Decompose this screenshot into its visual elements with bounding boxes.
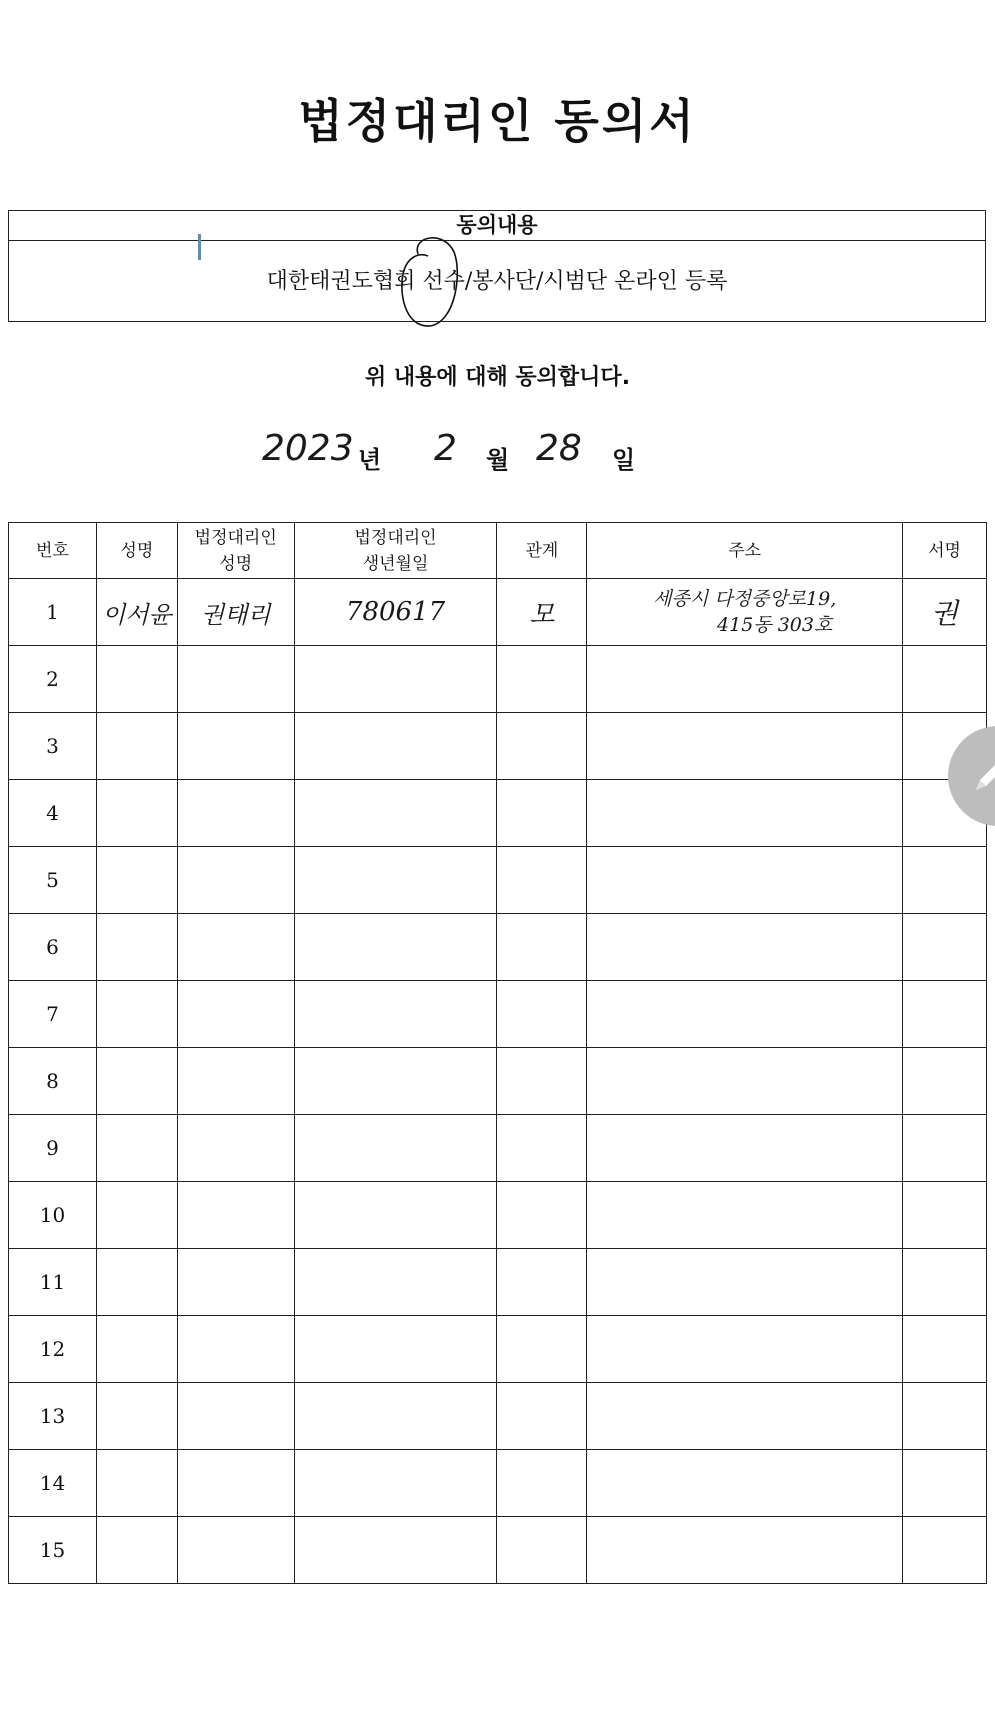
row-guardian-birth [294,981,497,1048]
row-no: 7 [9,981,97,1048]
row-guardian-birth [294,713,497,780]
row-name [96,1450,177,1517]
table-row [9,1048,987,1115]
row-guardian-name [177,914,294,981]
row-guardian-birth [294,1048,497,1115]
row-no: 14 [9,1450,97,1517]
row-relation [497,914,587,981]
row-address [587,1450,903,1517]
table-row [9,847,987,914]
table-row [9,1450,987,1517]
row-address [587,981,903,1048]
row-guardian-birth [294,847,497,914]
row-no: 15 [9,1517,97,1584]
row-no: 4 [9,780,97,847]
row-no: 10 [9,1182,97,1249]
row-address [587,1383,903,1450]
row-relation [497,1249,587,1316]
row-no: 8 [9,1048,97,1115]
row-signature [903,1115,987,1182]
row-relation [497,1182,587,1249]
row-guardian-birth [294,1517,497,1584]
consent-header: 동의내용 [9,211,985,241]
row-name [96,981,177,1048]
row-address [587,1316,903,1383]
row-guardian-name [177,1383,294,1450]
row-guardian-name [177,1182,294,1249]
row-guardian-birth [294,914,497,981]
agree-statement: 위 내용에 대해 동의합니다. [364,365,631,390]
consent-option-player: 선수 [422,269,465,294]
row-signature [903,1517,987,1584]
row-relation [497,780,587,847]
row-relation [497,1048,587,1115]
row-signature [903,1182,987,1249]
table-row [9,914,987,981]
row-guardian-name [177,780,294,847]
row-no: 6 [9,914,97,981]
row-signature [903,1450,987,1517]
row-signature [903,646,987,713]
row-name [96,1048,177,1115]
date-day-unit: 일 [612,446,636,474]
row-guardian-birth [294,1249,497,1316]
row-guardian-name [177,1450,294,1517]
row-name [96,1182,177,1249]
page-title: 법정대리인 동의서 [298,94,697,148]
row-relation [497,981,587,1048]
row-name [96,1249,177,1316]
row-address [587,713,903,780]
table-row [9,1115,987,1182]
header-guardian-birth: 법정대리인 생년월일 [294,523,497,579]
consent-options-rest: /봉사단/시범단 온라인 등록 [464,269,728,294]
row-address [587,1115,903,1182]
row-no: 2 [9,646,97,713]
table-header-row [9,523,987,579]
row-address [587,1517,903,1584]
table-row [9,981,987,1048]
row-name [96,1383,177,1450]
header-address: 주소 [587,523,903,579]
row-address [587,1182,903,1249]
row-guardian-name [177,1115,294,1182]
row-guardian-name: 권태리 [177,579,294,646]
row-address [587,780,903,847]
row-relation [497,1316,587,1383]
row-relation [497,1517,587,1584]
row-no: 3 [9,713,97,780]
row-guardian-name [177,1316,294,1383]
row-address: 세종시 다정중앙로19, 415동 303호 [587,579,903,646]
row-address [587,1048,903,1115]
row-signature [903,981,987,1048]
pen-icon [970,756,995,796]
row-name [96,780,177,847]
row-guardian-birth: 780617 [294,579,497,646]
text-cursor [198,234,201,260]
row-relation [497,847,587,914]
table-row [9,1383,987,1450]
row-guardian-birth [294,780,497,847]
row-no: 12 [9,1316,97,1383]
row-guardian-birth [294,1115,497,1182]
table-row [9,1316,987,1383]
table-row [9,646,987,713]
row-signature [903,1383,987,1450]
row-no: 1 [9,579,97,646]
row-guardian-name [177,847,294,914]
table-row [9,1249,987,1316]
hand-drawn-circle [0,0,995,400]
header-signature: 서명 [903,523,987,579]
row-signature [903,914,987,981]
row-address [587,847,903,914]
row-guardian-name [177,713,294,780]
row-no: 11 [9,1249,97,1316]
row-guardian-name [177,1249,294,1316]
row-name [96,1115,177,1182]
table-row [9,713,987,780]
header-no: 번호 [9,523,97,579]
header-guardian-name: 법정대리인 성명 [177,523,294,579]
table-row [9,1182,987,1249]
row-guardian-birth [294,1182,497,1249]
header-relation: 관계 [497,523,587,579]
table-row [9,579,987,646]
row-no: 5 [9,847,97,914]
row-address [587,914,903,981]
row-relation: 모 [497,579,587,646]
date-month: 2 [434,428,457,469]
row-name [96,847,177,914]
row-signature [903,1316,987,1383]
row-signature [903,847,987,914]
row-signature [903,1048,987,1115]
date-day: 28 [536,428,582,469]
row-address [587,1249,903,1316]
row-name: 이서윤 [96,579,177,646]
row-signature [903,1249,987,1316]
row-relation [497,646,587,713]
row-guardian-name [177,1048,294,1115]
row-name [96,914,177,981]
header-name: 성명 [96,523,177,579]
row-name [96,713,177,780]
row-no: 9 [9,1115,97,1182]
row-signature: 권 [903,579,987,646]
row-relation [497,1115,587,1182]
row-relation [497,713,587,780]
consent-box [8,210,986,322]
guardian-table [8,522,987,1584]
row-relation [497,1450,587,1517]
row-guardian-name [177,1517,294,1584]
row-guardian-birth [294,1316,497,1383]
row-guardian-birth [294,1450,497,1517]
row-no: 13 [9,1383,97,1450]
date-year: 2023 [262,428,354,469]
row-guardian-name [177,981,294,1048]
date-row [0,428,995,488]
row-name [96,646,177,713]
row-guardian-name [177,646,294,713]
row-name [96,1517,177,1584]
date-year-unit: 년 [358,446,382,474]
table-row [9,1517,987,1584]
row-guardian-birth [294,646,497,713]
row-address [587,646,903,713]
consent-content [9,241,985,323]
table-row [9,780,987,847]
row-guardian-birth [294,1383,497,1450]
row-name [96,1316,177,1383]
date-month-unit: 월 [486,446,510,474]
row-relation [497,1383,587,1450]
consent-org: 대한태권도협회 [266,269,416,294]
